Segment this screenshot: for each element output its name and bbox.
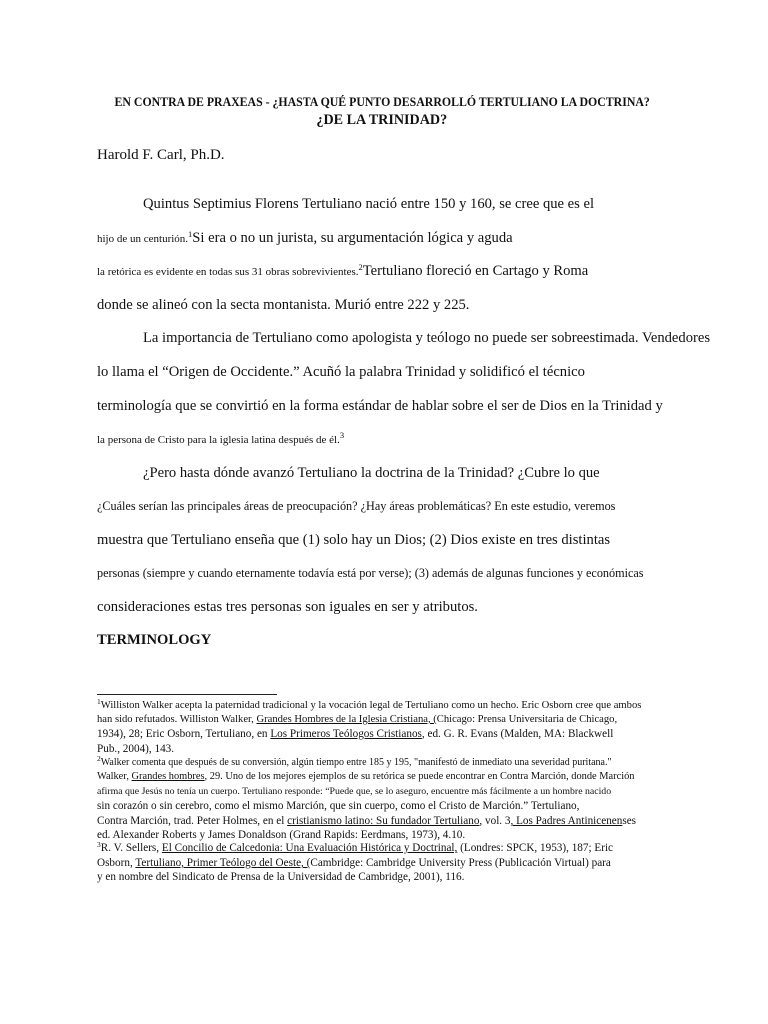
body-line: muestra que Tertuliano enseña que (1) solo hay un Dios; (2) Dios existe en tres distintas <box>97 532 611 548</box>
footnote-line: ed. Alexander Roberts y James Donaldson (Grand Rapids: Eerdmans, 1973), 4.10. <box>97 829 466 841</box>
body-line: donde se alineó con la secta montanista. Murió entre 222 y 225. <box>97 297 470 313</box>
footnote-number: 1 <box>97 697 101 706</box>
footnote-text: Chicago: Prensa Universitaria de Chicago, <box>436 714 618 725</box>
body-line <box>97 230 513 247</box>
footnote-title: Los Primeros Teólogos Cristianos <box>270 728 422 740</box>
body-line: Quintus Septimius Florens Tertuliano nació entre 150 y 160, se cree que es el <box>143 196 595 212</box>
body-line <box>97 431 344 448</box>
footnote-text: Cambridge: Cambridge University Press (Publicación Virtual) para <box>310 857 611 869</box>
footnote-line <box>97 756 612 768</box>
footnote-line <box>97 699 641 711</box>
footnote-text: ses <box>622 815 637 827</box>
author-name: Harold F. Carl, Ph.D. <box>97 147 225 163</box>
footnote-text: Osborn, <box>97 857 136 869</box>
body-line <box>97 263 588 280</box>
footnote-title: El Concilio de Calcedonia: Una Evaluación Histórica y Doctrinal, <box>161 842 458 854</box>
footnote-number: 3 <box>97 840 101 849</box>
footnote-number: 2 <box>97 754 101 763</box>
footnote-line <box>97 771 634 782</box>
footnote-line <box>97 842 613 854</box>
body-line: terminología que se convirtió en la forma estándar de hablar sobre el ser de Dios en la Trinidad y <box>97 398 663 414</box>
footnote-text: han sido refutados. Williston Walker, <box>97 714 257 725</box>
body-line <box>97 565 644 582</box>
body-text: Si era o no un jurista, su argumentación lógica y aguda <box>192 230 513 246</box>
footnote-ref[interactable]: 1 <box>188 229 193 239</box>
footnote-ref[interactable]: 3 <box>339 430 345 440</box>
title-line-2: ¿DE LA TRINIDAD? <box>316 112 448 128</box>
footnote-text: , vol. 3 <box>479 815 511 827</box>
body-line: ¿Pero hasta dónde avanzó Tertuliano la doctrina de la Trinidad? ¿Cubre lo que <box>143 465 600 481</box>
footnote-text: 1934), 28; Eric Osborn, Tertuliano, en <box>97 728 271 740</box>
footnote-title: cristianismo latino: Su fundador Tertuliano <box>287 815 480 827</box>
body-text-small: personas (siempre y cuando eternamente todavía está por verse); (3) además de algunas funciones y económicas <box>97 566 644 580</box>
body-line <box>97 498 615 515</box>
footnote-line: afirma que Jesús no tenía un cuerpo. Tertuliano responde: “Puede que, se lo aseguro, encuentre más fácilmente a un hombre nacido <box>97 786 612 797</box>
footnote-line <box>97 728 613 740</box>
footnote-text: (Londres: SPCK, 1953), 187; Eric <box>457 842 614 854</box>
footnote-line: sin corazón o sin cerebro, como el mismo Marción, que sin cuerpo, como el Cristo de Marción.” Tertuliano, <box>97 800 580 812</box>
footnote-line: Pub., 2004), 143. <box>97 743 175 755</box>
footnote-text: , 29. Uno de los mejores ejemplos de su retórica se puede encontrar en Contra Marción, donde Marción <box>204 771 635 782</box>
footnote-text: , ed. G. R. Evans (Malden, MA: Blackwell <box>421 728 614 740</box>
footnote-title: Grandes Hombres de la Iglesia Cristiana, ( <box>256 714 437 725</box>
body-line: consideraciones estas tres personas son iguales en ser y atributos. <box>97 599 478 615</box>
section-heading: TERMINOLOGY <box>97 632 212 648</box>
footnote-text: R. V. Sellers, <box>100 842 162 854</box>
footnote-divider <box>97 694 277 695</box>
body-text-small: ¿Cuáles serían las principales áreas de preocupación? ¿Hay áreas problemáticas? En este estudio, veremos <box>97 499 616 513</box>
body-text-small: la retórica es evidente en todas sus 31 obras sobrevivientes. <box>97 266 359 278</box>
footnote-line <box>97 815 636 827</box>
footnote-title: Grandes hombres <box>131 771 205 782</box>
title-line-1: EN CONTRA DE PRAXEAS - ¿HASTA QUÉ PUNTO DESARROLLÓ TERTULIANO LA DOCTRINA? <box>114 95 650 109</box>
body-text-small: hijo de un centurión. <box>97 233 189 245</box>
footnote-title: Tertuliano, Primer Teólogo del Oeste, ( <box>135 857 311 869</box>
body-line: lo llama el “Origen de Occidente.” Acuñó la palabra Trinidad y solidificó el técnico <box>97 364 585 380</box>
footnote-line <box>97 857 611 869</box>
footnote-text: Walker comenta que después de su conversión, algún tiempo entre 185 y 195, "manifestó de inmediato una severidad puritana." <box>100 757 612 768</box>
footnote-title: , Los Padres Antinicenen <box>510 815 623 827</box>
footnote-text: Walker, <box>97 771 132 782</box>
body-line: La importancia de Tertuliano como apologista y teólogo no puede ser sobreestimada. Vendedores <box>143 330 711 346</box>
body-text-small: la persona de Cristo para la iglesia latina después de él. <box>97 434 340 446</box>
footnote-text: Williston Walker acepta la paternidad tradicional y la vocación legal de Tertuliano como un hecho. Eric Osborn cree que ambos <box>100 700 642 711</box>
footnote-line: y en nombre del Sindicato de Prensa de la Universidad de Cambridge, 2001), 116. <box>97 871 465 883</box>
footnote-ref[interactable]: 2 <box>358 262 363 272</box>
footnote-text: Contra Marción, trad. Peter Holmes, en el <box>97 815 288 827</box>
body-text: Tertuliano floreció en Cartago y Roma <box>362 263 589 279</box>
footnote-line <box>97 714 617 725</box>
